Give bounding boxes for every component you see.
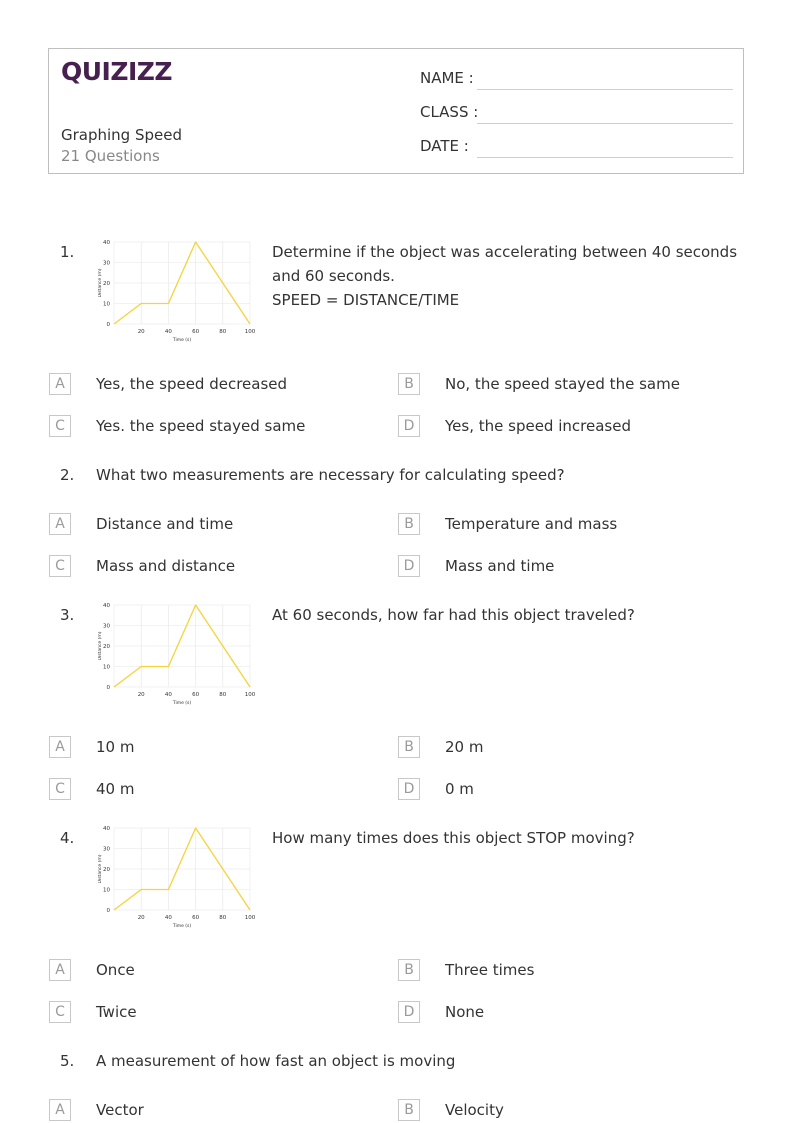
option-d-box[interactable]: D [398, 778, 420, 800]
y-tick-label: 30 [103, 846, 110, 853]
option-c-text[interactable]: Twice [96, 1003, 137, 1021]
option-d-text[interactable]: None [445, 1003, 485, 1021]
y-tick-label: 20 [103, 281, 110, 287]
quizizz-logo: QUIZIZZ [61, 57, 173, 86]
option-d-box[interactable]: D [398, 555, 420, 577]
y-tick-label: 30 [103, 260, 110, 267]
question-4-number: 4. [60, 829, 75, 847]
date-label: DATE : [420, 137, 469, 155]
y-axis-label: Distance (m) [98, 631, 103, 661]
y-tick-label: 10 [103, 301, 110, 308]
option-d-text[interactable]: Yes, the speed increased [445, 417, 631, 435]
question-3-text [272, 603, 635, 627]
question-5-line-1: A measurement of how fast an object is moving [96, 1052, 456, 1070]
option-d-text[interactable]: Mass and time [445, 557, 555, 575]
x-axis-label: Time (s) [172, 701, 192, 706]
question-1-line-3: SPEED = DISTANCE/TIME [272, 291, 460, 309]
x-tick-label: 80 [219, 915, 227, 921]
y-tick-label: 20 [103, 867, 110, 873]
y-tick-label: 10 [103, 887, 110, 894]
question-1-line-1: Determine if the object was accelerating between 40 seconds [272, 243, 738, 261]
y-tick-label: 40 [103, 240, 110, 246]
question-count: 21 Questions [61, 147, 160, 165]
question-5-text [96, 1049, 455, 1073]
y-tick-label: 20 [103, 644, 110, 650]
worksheet-title: Graphing Speed [61, 126, 182, 144]
x-tick-label: 100 [244, 915, 256, 921]
x-tick-label: 60 [192, 915, 200, 921]
x-tick-label: 80 [219, 692, 227, 698]
option-a-box[interactable]: A [49, 513, 71, 535]
x-axis-label: Time (s) [172, 338, 192, 343]
option-b-text[interactable]: No, the speed stayed the same [445, 375, 680, 393]
option-c-box[interactable]: C [49, 778, 71, 800]
y-tick-label: 40 [103, 603, 110, 609]
option-b-text[interactable]: Three times [445, 961, 535, 979]
question-3-number: 3. [60, 606, 75, 624]
x-tick-label: 100 [244, 329, 256, 335]
y-tick-label: 30 [103, 623, 110, 630]
option-a-box[interactable]: A [49, 959, 71, 981]
question-2-text [96, 463, 565, 487]
distance-time-chart-1 [98, 236, 258, 346]
x-tick-label: 20 [137, 329, 145, 335]
question-4-text [272, 826, 635, 850]
class-line[interactable] [477, 123, 733, 124]
x-tick-label: 40 [164, 915, 172, 921]
y-tick-label: 10 [103, 664, 110, 671]
y-tick-label: 0 [106, 322, 110, 328]
option-a-text[interactable]: Once [96, 961, 135, 979]
question-4-line-1: How many times does this object STOP moving? [272, 829, 635, 847]
question-1-number: 1. [60, 243, 75, 261]
option-b-box[interactable]: B [398, 373, 420, 395]
option-b-box[interactable]: B [398, 513, 420, 535]
option-a-text[interactable]: 10 m [96, 738, 135, 756]
question-1-line-2: and 60 seconds. [272, 267, 395, 285]
y-tick-label: 0 [106, 908, 110, 914]
y-tick-label: 40 [103, 826, 110, 832]
y-axis-label: Distance (m) [98, 854, 103, 884]
worksheet-header [48, 48, 744, 174]
question-2-line-1: What two measurements are necessary for calculating speed? [96, 466, 565, 484]
x-axis-label: Time (s) [172, 924, 192, 929]
question-5-number: 5. [60, 1052, 75, 1070]
distance-time-chart-2 [98, 599, 258, 709]
option-b-box[interactable]: B [398, 736, 420, 758]
x-tick-label: 40 [164, 329, 172, 335]
distance-time-chart-3 [98, 822, 258, 932]
option-d-box[interactable]: D [398, 1001, 420, 1023]
x-tick-label: 100 [244, 692, 256, 698]
x-tick-label: 20 [137, 915, 145, 921]
name-label: NAME : [420, 69, 474, 87]
option-a-box[interactable]: A [49, 373, 71, 395]
option-c-box[interactable]: C [49, 415, 71, 437]
option-b-text[interactable]: Velocity [445, 1101, 504, 1119]
option-a-text[interactable]: Vector [96, 1101, 144, 1119]
option-a-text[interactable]: Yes, the speed decreased [96, 375, 288, 393]
option-b-text[interactable]: Temperature and mass [445, 515, 618, 533]
option-d-text[interactable]: 0 m [445, 780, 474, 798]
x-tick-label: 20 [137, 692, 145, 698]
option-c-text[interactable]: 40 m [96, 780, 135, 798]
x-tick-label: 60 [192, 692, 200, 698]
option-b-text[interactable]: 20 m [445, 738, 484, 756]
y-tick-label: 0 [106, 685, 110, 691]
option-a-box[interactable]: A [49, 1099, 71, 1121]
option-b-box[interactable]: B [398, 1099, 420, 1121]
option-b-box[interactable]: B [398, 959, 420, 981]
question-1-text [272, 240, 737, 312]
question-3-line-1: At 60 seconds, how far had this object traveled? [272, 606, 635, 624]
option-d-box[interactable]: D [398, 415, 420, 437]
class-label: CLASS : [420, 103, 479, 121]
question-2-number: 2. [60, 466, 75, 484]
name-line[interactable] [477, 89, 733, 90]
x-tick-label: 60 [192, 329, 200, 335]
date-line[interactable] [477, 157, 733, 158]
x-tick-label: 80 [219, 329, 227, 335]
y-axis-label: Distance (m) [98, 268, 103, 298]
option-a-box[interactable]: A [49, 736, 71, 758]
option-c-text[interactable]: Mass and distance [96, 557, 236, 575]
option-c-box[interactable]: C [49, 1001, 71, 1023]
option-c-box[interactable]: C [49, 555, 71, 577]
option-a-text[interactable]: Distance and time [96, 515, 234, 533]
x-tick-label: 40 [164, 692, 172, 698]
option-c-text[interactable]: Yes. the speed stayed same [96, 417, 306, 435]
